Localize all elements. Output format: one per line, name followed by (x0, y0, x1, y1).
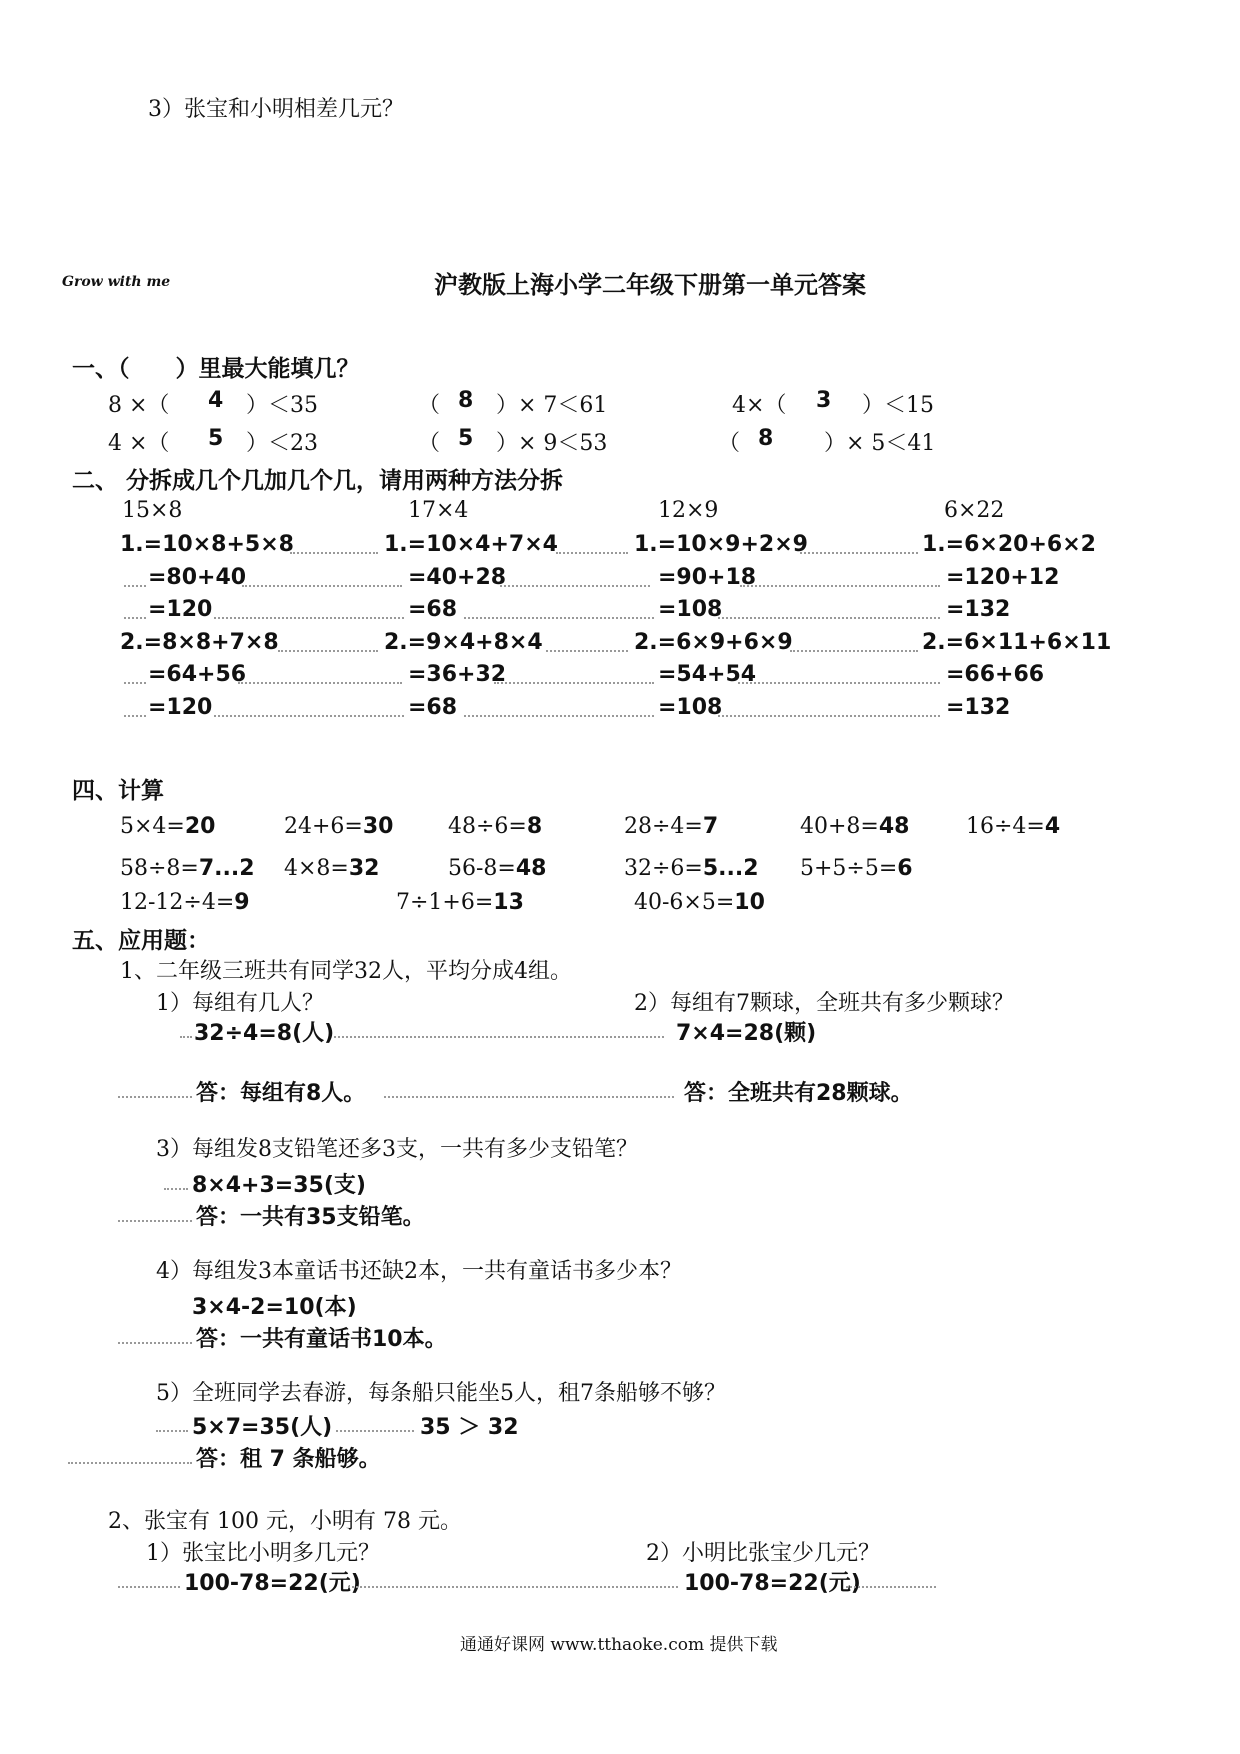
s2-c1-line-1: 1.=10×8+5×8 (120, 532, 294, 557)
p1-q5-work: 5×7=35(人) (192, 1415, 333, 1440)
p1-q5: 5）全班同学去春游，每条船只能坐5人，租7条船够不够？ (156, 1381, 726, 1406)
s1-r1-b-answer: 8 (458, 388, 474, 413)
s2-c3-line-1: 1.=10×9+2×9 (634, 532, 808, 557)
s2-c4-line-4: 2.=6×11+6×11 (922, 630, 1112, 655)
s2-c2-line-3: =68 (408, 597, 458, 622)
calc-item: 58÷8=7...2 (120, 856, 255, 881)
grow-with-me-logo: Grow with me (62, 274, 171, 290)
p1-q1-work: 32÷4=8(人) (194, 1021, 335, 1046)
section-1-heading: 一、（ ）里最大能填几？ (72, 356, 360, 382)
s1-r1-a-answer: 4 (208, 388, 224, 413)
p2-q2-work: 100-78=22(元) (684, 1571, 861, 1596)
calc-item: 4×8=32 (284, 856, 380, 881)
s1-r1-c-post: ）＜15 (862, 393, 934, 418)
s1-r2-c-answer: 8 (758, 426, 774, 451)
section-5-heading: 五、应用题： (72, 928, 210, 954)
p1-q2: 2）每组有7颗球，全班共有多少颗球？ (634, 991, 1014, 1016)
p1-q1-answer: 答：每组有8人。 (196, 1081, 366, 1106)
p1-q3: 3）每组发8支铅笔还多3支，一共有多少支铅笔？ (156, 1137, 638, 1162)
p2-q2: 2）小明比张宝少几元？ (646, 1541, 880, 1566)
section-4-heading: 四、计算 (72, 778, 164, 804)
calc-item: 32÷6=5...2 (624, 856, 759, 881)
s1-r2-a-answer: 5 (208, 426, 224, 451)
s1-r1-b-post: ）× 7＜61 (496, 393, 608, 418)
s2-c2-problem: 17×4 (408, 498, 469, 523)
s2-c4-line-5: =66+66 (946, 662, 1045, 687)
p2-q1-work: 100-78=22(元) (184, 1571, 361, 1596)
p1-q5-answer: 答：租 7 条船够。 (196, 1447, 381, 1472)
s1-r2-b-post: ）× 9＜53 (496, 431, 608, 456)
calc-item: 40-6×5=10 (634, 890, 765, 915)
p1-q4: 4）每组发3本童话书还缺2本，一共有童话书多少本？ (156, 1259, 682, 1284)
s1-r1-a-post: ）＜35 (246, 393, 318, 418)
s2-c3-line-2: =90+18 (658, 565, 757, 590)
footer-credit: 通通好课网 www.tthaoke.com 提供下载 (460, 1635, 778, 1655)
calc-item: 24+6=30 (284, 814, 394, 839)
problem-1-stem: 1、二年级三班共有同学32人，平均分成4组。 (120, 959, 572, 984)
s2-c1-line-5: =64+56 (148, 662, 247, 687)
s2-c4-problem: 6×22 (944, 498, 1005, 523)
s1-r2-b-answer: 5 (458, 426, 474, 451)
s2-c3-line-3: =108 (658, 597, 723, 622)
p2-q1: 1）张宝比小明多几元？ (146, 1541, 380, 1566)
calc-item: 12-12÷4=9 (120, 890, 250, 915)
s2-c4-line-3: =132 (946, 597, 1011, 622)
page-title: 沪教版上海小学二年级下册第一单元答案 (434, 271, 866, 299)
section-2-heading: 二、 分拆成几个几加几个几，请用两种方法分拆 (72, 468, 564, 494)
s1-r2-a-post: ）＜23 (246, 431, 318, 456)
s2-c3-line-6: =108 (658, 695, 723, 720)
p1-q1: 1）每组有几人？ (156, 991, 324, 1016)
s2-c2-line-2: =40+28 (408, 565, 507, 590)
s2-c3-problem: 12×9 (658, 498, 719, 523)
top-question: 3）张宝和小明相差几元？ (148, 97, 404, 122)
s1-r2-b-pre: （ (418, 431, 441, 456)
calc-item: 16÷4=4 (966, 814, 1061, 839)
s2-c3-line-5: =54+54 (658, 662, 757, 687)
calc-item: 7÷1+6=13 (396, 890, 524, 915)
s2-c1-problem: 15×8 (122, 498, 183, 523)
p1-q3-work: 8×4+3=35(支) (192, 1173, 366, 1198)
s1-r2-c-post: ）× 5＜41 (824, 431, 936, 456)
calc-item: 56-8=48 (448, 856, 547, 881)
calc-item: 40+8=48 (800, 814, 910, 839)
p1-q4-answer: 答：一共有童话书10本。 (196, 1327, 447, 1352)
problem-2-stem: 2、张宝有 100 元，小明有 78 元。 (108, 1509, 462, 1534)
s1-r2-a-pre: 4 ×（ (108, 431, 170, 456)
s1-r1-b-pre: （ (418, 393, 441, 418)
p1-q5-compare: 35 ＞ 32 (420, 1415, 519, 1440)
calc-item: 48÷6=8 (448, 814, 543, 839)
s1-r1-c-answer: 3 (816, 388, 832, 413)
p1-q2-answer: 答：全班共有28颗球。 (684, 1081, 913, 1106)
calc-item: 5×4=20 (120, 814, 216, 839)
s2-c1-line-6: =120 (148, 695, 213, 720)
s2-c2-line-1: 1.=10×4+7×4 (384, 532, 558, 557)
s2-c1-line-2: =80+40 (148, 565, 247, 590)
s2-c2-line-4: 2.=9×4+8×4 (384, 630, 543, 655)
p1-q2-work: 7×4=28(颗) (676, 1021, 817, 1046)
s2-c4-line-1: 1.=6×20+6×2 (922, 532, 1096, 557)
s2-c1-line-4: 2.=8×8+7×8 (120, 630, 279, 655)
s1-r1-a-pre: 8 ×（ (108, 393, 170, 418)
s2-c2-line-5: =36+32 (408, 662, 507, 687)
s2-c4-line-6: =132 (946, 695, 1011, 720)
calc-item: 5+5÷5=6 (800, 856, 913, 881)
s2-c2-line-6: =68 (408, 695, 458, 720)
calc-item: 28÷4=7 (624, 814, 719, 839)
p1-q4-work: 3×4-2=10(本) (192, 1295, 357, 1320)
s2-c1-line-3: =120 (148, 597, 213, 622)
s2-c3-line-4: 2.=6×9+6×9 (634, 630, 793, 655)
s2-c4-line-2: =120+12 (946, 565, 1060, 590)
s1-r1-c-pre: 4×（ (732, 393, 787, 418)
s1-r2-c-pre: （ (718, 431, 741, 456)
p1-q3-answer: 答：一共有35支铅笔。 (196, 1205, 425, 1230)
